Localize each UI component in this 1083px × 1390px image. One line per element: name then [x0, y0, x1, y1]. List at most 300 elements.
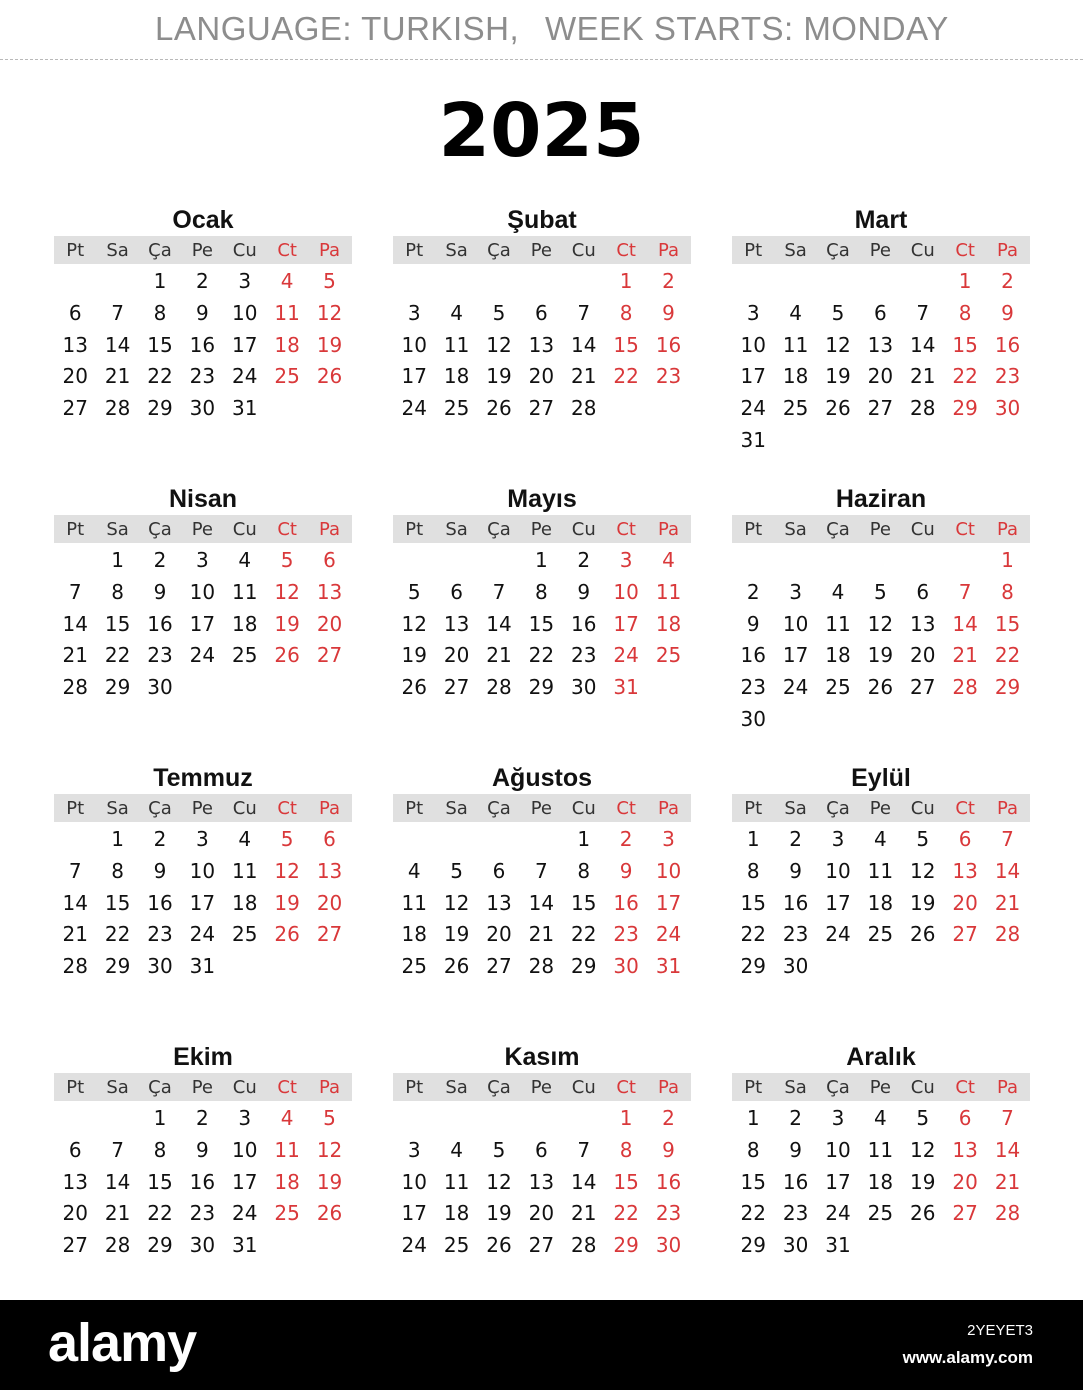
- day-cell: 22: [740, 922, 766, 947]
- day-cell: 4: [238, 827, 252, 851]
- days-grid: [54, 545, 352, 704]
- weekday-label: Pe: [191, 518, 214, 540]
- weekday-label: Pt: [744, 797, 763, 819]
- day-cell: 3: [746, 300, 760, 325]
- weekday-label: Pa: [319, 1076, 341, 1098]
- day-cell: 24: [740, 396, 766, 421]
- day-cell: 27: [528, 396, 555, 421]
- day-cell: 11: [232, 858, 258, 883]
- day-cell: 20: [528, 1201, 555, 1226]
- year-title: 2025: [438, 88, 645, 174]
- weekday-label: Sa: [445, 518, 468, 540]
- empty-cell: [393, 824, 435, 856]
- day-cell: 22: [104, 922, 131, 947]
- day-cell: 25: [782, 396, 809, 421]
- day-cell: 31: [740, 427, 766, 452]
- day-cell: 30: [571, 675, 597, 700]
- day-cell: 14: [104, 1169, 131, 1194]
- day-cell: 29: [740, 954, 766, 979]
- days-grid: [732, 824, 1030, 983]
- day-cell: 10: [401, 332, 427, 357]
- day-cell: 28: [571, 396, 597, 421]
- month-name: Nisan: [168, 485, 238, 513]
- day-cell: 17: [825, 890, 851, 915]
- day-cell: 9: [789, 1137, 802, 1162]
- weekday-label: Cu: [232, 239, 257, 261]
- day-cell: 2: [789, 1106, 802, 1130]
- day-cell: 1: [153, 1106, 167, 1130]
- day-cell: 13: [528, 1169, 555, 1194]
- weekday-label: Ça: [148, 518, 172, 540]
- weekday-label: Pt: [405, 518, 424, 540]
- day-cell: 15: [613, 1169, 639, 1194]
- month-name: Temmuz: [153, 764, 253, 792]
- day-cell: 21: [910, 364, 936, 389]
- weekday-label: Ct: [955, 518, 975, 540]
- day-cell: 29: [104, 675, 131, 700]
- day-cell: 26: [910, 1201, 936, 1226]
- day-cell: 24: [401, 396, 427, 421]
- day-cell: 24: [825, 1201, 851, 1226]
- day-cell: 21: [571, 1201, 597, 1226]
- day-cell: 10: [613, 579, 639, 604]
- day-cell: 4: [831, 579, 845, 604]
- day-cell: 7: [68, 579, 82, 604]
- day-cell: 28: [571, 1233, 597, 1258]
- day-cell: 28: [62, 954, 88, 979]
- day-cell: 28: [528, 954, 555, 979]
- day-cell: 28: [62, 675, 88, 700]
- day-cell: 31: [825, 1233, 851, 1258]
- day-cell: 4: [874, 1106, 887, 1130]
- day-cell: 4: [662, 548, 675, 572]
- weekday-label: Ct: [277, 239, 297, 261]
- month-name: Şubat: [507, 206, 577, 234]
- day-cell: 2: [662, 1106, 675, 1130]
- weekday-label: Cu: [571, 797, 596, 819]
- weekday-label: Ça: [487, 518, 511, 540]
- day-cell: 23: [655, 1201, 682, 1226]
- day-cell: 7: [958, 579, 972, 604]
- weekday-label: Sa: [445, 1076, 468, 1098]
- day-cell: 27: [316, 922, 343, 947]
- day-cell: 23: [782, 922, 809, 947]
- day-cell: 8: [153, 300, 167, 325]
- day-cell: 25: [401, 954, 427, 979]
- day-cell: 3: [831, 827, 845, 851]
- day-cell: 10: [189, 579, 216, 604]
- weekday-label: Sa: [445, 239, 468, 261]
- month-name: Eylül: [851, 764, 911, 792]
- day-cell: 11: [232, 579, 258, 604]
- day-cell: 30: [189, 1233, 216, 1258]
- day-cell: 19: [316, 332, 343, 357]
- day-cell: 20: [486, 922, 512, 947]
- day-cell: 22: [528, 643, 555, 668]
- month-block: [732, 204, 1030, 457]
- empty-cell: [859, 266, 901, 298]
- day-cell: 4: [450, 300, 463, 325]
- day-cell: 14: [62, 611, 88, 636]
- day-cell: 13: [62, 332, 88, 357]
- weekday-label: Ct: [616, 797, 636, 819]
- day-cell: 17: [782, 643, 809, 668]
- month-block: [393, 1041, 691, 1262]
- image-code: 2YEYET3: [967, 1322, 1033, 1339]
- weekday-label: Ça: [826, 518, 850, 540]
- day-cell: 7: [111, 1137, 124, 1162]
- day-cell: 18: [867, 1169, 894, 1194]
- empty-cell: [817, 545, 859, 577]
- day-cell: 9: [1001, 300, 1014, 325]
- day-cell: 1: [111, 548, 124, 572]
- day-cell: 30: [655, 1233, 682, 1258]
- day-cell: 22: [104, 643, 131, 668]
- day-cell: 14: [528, 890, 555, 915]
- day-cell: 3: [407, 1137, 421, 1162]
- day-cell: 27: [910, 675, 936, 700]
- day-cell: 30: [147, 954, 173, 979]
- day-cell: 7: [111, 300, 124, 325]
- day-cell: 21: [62, 922, 88, 947]
- weekday-label: Ça: [826, 797, 850, 819]
- day-cell: 29: [147, 396, 173, 421]
- empty-cell: [520, 266, 562, 298]
- day-cell: 6: [535, 300, 548, 325]
- weekday-label: Pt: [66, 1076, 85, 1098]
- empty-cell: [732, 545, 774, 577]
- day-cell: 28: [910, 396, 936, 421]
- day-cell: 12: [910, 1137, 936, 1162]
- day-cell: 10: [825, 858, 851, 883]
- day-cell: 11: [782, 332, 809, 357]
- day-cell: 3: [238, 269, 252, 293]
- day-cell: 21: [571, 364, 597, 389]
- day-cell: 26: [486, 1233, 512, 1258]
- day-cell: 17: [401, 1201, 427, 1226]
- day-cell: 20: [62, 1201, 88, 1226]
- empty-cell: [96, 1103, 138, 1135]
- day-cell: 16: [655, 332, 682, 357]
- day-cell: 10: [401, 1169, 427, 1194]
- day-cell: 29: [104, 954, 131, 979]
- day-cell: 5: [874, 579, 887, 604]
- weekday-label: Cu: [910, 239, 935, 261]
- day-cell: 5: [450, 858, 463, 883]
- day-cell: 10: [825, 1137, 851, 1162]
- day-cell: 26: [825, 396, 851, 421]
- weekday-label: Ça: [826, 1076, 850, 1098]
- day-cell: 1: [535, 548, 548, 572]
- day-cell: 15: [613, 332, 639, 357]
- brand-logo: alamy: [48, 1313, 197, 1373]
- empty-cell: [902, 266, 944, 298]
- weekday-label: Cu: [571, 239, 596, 261]
- day-cell: 13: [62, 1169, 88, 1194]
- day-cell: 5: [323, 269, 336, 293]
- day-cell: 27: [867, 396, 894, 421]
- day-cell: 19: [486, 1201, 512, 1226]
- day-cell: 30: [994, 396, 1021, 421]
- weekday-label: Ça: [148, 1076, 172, 1098]
- day-cell: 9: [153, 579, 167, 604]
- weekday-label: Cu: [910, 797, 935, 819]
- weekday-label: Pe: [869, 239, 892, 261]
- empty-cell: [478, 824, 520, 856]
- day-cell: 9: [662, 300, 675, 325]
- days-grid: [732, 1103, 1030, 1262]
- day-cell: 6: [535, 1137, 548, 1162]
- day-cell: 13: [867, 332, 894, 357]
- empty-cell: [54, 824, 96, 856]
- day-cell: 17: [232, 1169, 258, 1194]
- month-name: Ekim: [173, 1043, 233, 1071]
- empty-cell: [520, 824, 562, 856]
- day-cell: 30: [189, 396, 216, 421]
- day-cell: 12: [401, 611, 427, 636]
- day-cell: 16: [189, 332, 216, 357]
- weekday-label: Ça: [826, 239, 850, 261]
- day-cell: 31: [655, 954, 682, 979]
- day-cell: 22: [740, 1201, 766, 1226]
- day-cell: 31: [232, 1233, 258, 1258]
- weekday-label: Pa: [997, 518, 1019, 540]
- day-cell: 4: [789, 300, 802, 325]
- day-cell: 2: [662, 269, 675, 293]
- weekday-label: Sa: [784, 797, 807, 819]
- weekday-label: Sa: [106, 239, 129, 261]
- month-name: Ocak: [172, 206, 234, 234]
- month-name: Aralık: [846, 1043, 916, 1071]
- empty-cell: [859, 545, 901, 577]
- top-banner: [0, 0, 1083, 60]
- day-cell: 14: [104, 332, 131, 357]
- day-cell: 20: [316, 611, 343, 636]
- day-cell: 3: [831, 1106, 845, 1130]
- day-cell: 18: [443, 1201, 470, 1226]
- day-cell: 11: [825, 611, 851, 636]
- day-cell: 27: [62, 1233, 88, 1258]
- day-cell: 1: [746, 827, 760, 851]
- day-cell: 8: [1001, 579, 1014, 604]
- day-cell: 8: [535, 579, 548, 604]
- day-cell: 26: [867, 675, 894, 700]
- weekday-label: Pt: [66, 518, 85, 540]
- day-cell: 12: [316, 300, 343, 325]
- day-cell: 22: [613, 1201, 639, 1226]
- month-name: Ağustos: [492, 764, 592, 792]
- day-cell: 9: [789, 858, 802, 883]
- day-cell: 14: [571, 332, 597, 357]
- weekday-label: Ça: [148, 797, 172, 819]
- day-cell: 23: [189, 364, 216, 389]
- days-grid: [732, 545, 1030, 736]
- weekday-label: Ct: [277, 1076, 297, 1098]
- day-cell: 8: [746, 858, 760, 883]
- month-block: [54, 1041, 352, 1262]
- day-cell: 12: [486, 1169, 512, 1194]
- day-cell: 25: [274, 1201, 300, 1226]
- day-cell: 12: [274, 858, 300, 883]
- month-name: Mayıs: [507, 485, 577, 513]
- month-block: [393, 483, 691, 704]
- weekday-label: Ct: [616, 239, 636, 261]
- day-cell: 1: [619, 269, 633, 293]
- weekday-label: Pt: [744, 1076, 763, 1098]
- weekday-label: Ct: [277, 518, 297, 540]
- day-cell: 26: [274, 643, 300, 668]
- day-cell: 13: [443, 611, 470, 636]
- day-cell: 15: [104, 890, 131, 915]
- day-cell: 5: [407, 579, 421, 604]
- day-cell: 3: [196, 548, 209, 572]
- day-cell: 3: [619, 548, 633, 572]
- weekday-label: Sa: [784, 239, 807, 261]
- month-block: [54, 762, 352, 983]
- day-cell: 19: [825, 364, 851, 389]
- day-cell: 4: [280, 269, 294, 293]
- day-cell: 29: [952, 396, 978, 421]
- day-cell: 9: [619, 858, 633, 883]
- day-cell: 26: [316, 1201, 343, 1226]
- days-grid: [54, 1103, 352, 1262]
- weekday-label: Pa: [319, 518, 341, 540]
- day-cell: 8: [577, 858, 591, 883]
- empty-cell: [393, 1103, 435, 1135]
- day-cell: 3: [662, 827, 675, 851]
- day-cell: 3: [196, 827, 209, 851]
- day-cell: 23: [189, 1201, 216, 1226]
- day-cell: 11: [274, 300, 300, 325]
- day-cell: 25: [655, 643, 682, 668]
- day-cell: 29: [740, 1233, 766, 1258]
- day-cell: 7: [68, 858, 82, 883]
- day-cell: 27: [316, 643, 343, 668]
- day-cell: 13: [486, 890, 512, 915]
- day-cell: 15: [571, 890, 597, 915]
- days-grid: [732, 266, 1030, 457]
- weekday-label: Pe: [530, 797, 553, 819]
- days-grid: [393, 545, 691, 704]
- day-cell: 29: [147, 1233, 173, 1258]
- day-cell: 8: [958, 300, 972, 325]
- day-cell: 27: [486, 954, 512, 979]
- weekday-label: Pa: [997, 1076, 1019, 1098]
- weekday-label: Pt: [405, 1076, 424, 1098]
- day-cell: 4: [238, 548, 252, 572]
- day-cell: 19: [867, 643, 894, 668]
- weekday-label: Pa: [997, 239, 1019, 261]
- day-cell: 20: [316, 890, 343, 915]
- empty-cell: [732, 266, 774, 298]
- day-cell: 1: [1001, 548, 1014, 572]
- day-cell: 12: [867, 611, 894, 636]
- day-cell: 2: [153, 827, 167, 851]
- day-cell: 21: [104, 1201, 131, 1226]
- day-cell: 21: [952, 643, 978, 668]
- weekday-label: Pt: [66, 797, 85, 819]
- day-cell: 10: [782, 611, 809, 636]
- day-cell: 11: [443, 1169, 470, 1194]
- day-cell: 25: [825, 675, 851, 700]
- weekday-header: [54, 515, 352, 543]
- day-cell: 20: [443, 643, 470, 668]
- day-cell: 14: [994, 1137, 1021, 1162]
- day-cell: 26: [316, 364, 343, 389]
- empty-cell: [54, 266, 96, 298]
- day-cell: 12: [486, 332, 512, 357]
- weekday-header: [732, 236, 1030, 264]
- day-cell: 1: [746, 1106, 760, 1130]
- month-name: Haziran: [835, 485, 927, 513]
- day-cell: 2: [577, 548, 591, 572]
- day-cell: 20: [528, 364, 555, 389]
- day-cell: 4: [280, 1106, 294, 1130]
- day-cell: 21: [528, 922, 555, 947]
- day-cell: 21: [104, 364, 131, 389]
- day-cell: 28: [104, 396, 131, 421]
- day-cell: 31: [189, 954, 216, 979]
- day-cell: 24: [782, 675, 809, 700]
- day-cell: 27: [952, 1201, 978, 1226]
- day-cell: 3: [789, 579, 802, 604]
- weekday-label: Sa: [784, 518, 807, 540]
- weekday-label: Sa: [106, 797, 129, 819]
- day-cell: 30: [782, 1233, 809, 1258]
- days-grid: [54, 824, 352, 983]
- day-cell: 28: [994, 1201, 1021, 1226]
- day-cell: 29: [994, 675, 1021, 700]
- weekday-label: Pt: [405, 239, 424, 261]
- day-cell: 30: [782, 954, 809, 979]
- empty-cell: [478, 266, 520, 298]
- weekday-label: Ça: [148, 239, 172, 261]
- day-cell: 16: [147, 611, 173, 636]
- days-grid: [393, 266, 691, 425]
- day-cell: 24: [189, 922, 216, 947]
- day-cell: 17: [189, 890, 216, 915]
- day-cell: 6: [492, 858, 506, 883]
- day-cell: 23: [740, 675, 766, 700]
- day-cell: 19: [274, 611, 300, 636]
- day-cell: 15: [147, 332, 173, 357]
- site-url: www.alamy.com: [902, 1348, 1033, 1367]
- day-cell: 14: [571, 1169, 597, 1194]
- day-cell: 29: [528, 675, 555, 700]
- day-cell: 15: [740, 890, 766, 915]
- day-cell: 29: [613, 1233, 639, 1258]
- day-cell: 24: [232, 1201, 258, 1226]
- day-cell: 11: [443, 332, 470, 357]
- empty-cell: [435, 545, 477, 577]
- weekday-label: Pt: [744, 518, 763, 540]
- day-cell: 31: [232, 396, 258, 421]
- day-cell: 12: [443, 890, 470, 915]
- empty-cell: [944, 545, 986, 577]
- empty-cell: [435, 1103, 477, 1135]
- month-block: [732, 1041, 1030, 1262]
- day-cell: 24: [189, 643, 216, 668]
- day-cell: 15: [528, 611, 555, 636]
- empty-cell: [520, 1103, 562, 1135]
- day-cell: 27: [62, 396, 88, 421]
- day-cell: 29: [571, 954, 597, 979]
- day-cell: 13: [528, 332, 555, 357]
- day-cell: 16: [782, 1169, 809, 1194]
- empty-cell: [902, 545, 944, 577]
- day-cell: 5: [916, 827, 930, 851]
- day-cell: 30: [613, 954, 639, 979]
